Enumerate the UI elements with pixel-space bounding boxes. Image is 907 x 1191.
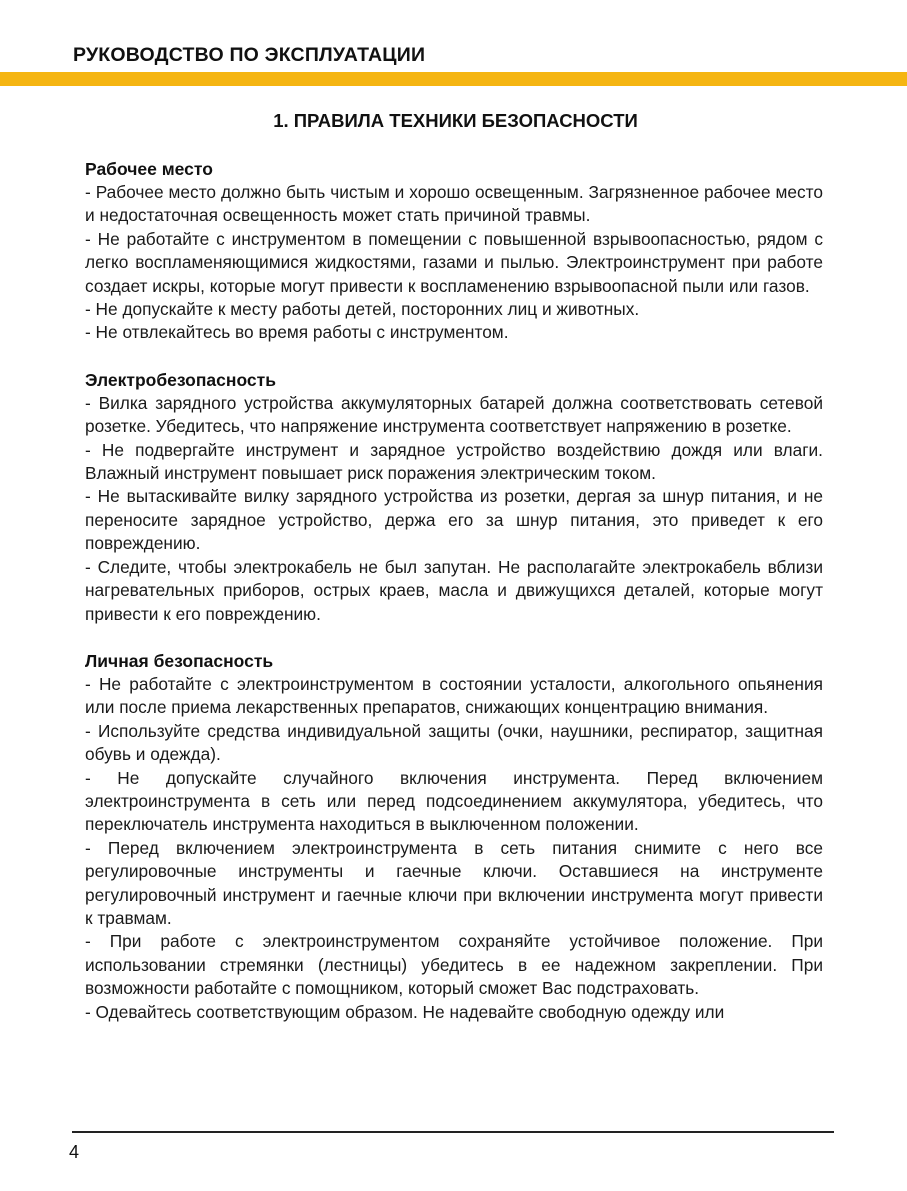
paragraph: - Вилка зарядного устройства аккумуляторных батарей должна соответствовать сетевой розетке. Убедитесь, что напряжение инструмента соответствует напряжению в розетке. [85, 392, 823, 437]
paragraph: - Используйте средства индивидуальной защиты (очки, наушники, респиратор, защитная обувь и одежда). [85, 720, 823, 765]
paragraph: - Не вытаскивайте вилку зарядного устройства из розетки, дергая за шнур питания, и не переносите зарядное устройство, держа его за шнур питания, это приведет к его повреждению. [85, 486, 823, 554]
paragraph: - Перед включением электроинструмента в сеть питания снимите с него все регулировочные инструменты и гаечные ключи. Оставшиеся на инструменте регулировочный инструмент и гаечные ключи при включении инструмента могут привести к травмам. [85, 837, 823, 928]
paragraph: - Следите, чтобы электрокабель не был запутан. Не располагайте электрокабель вблизи нагревательных приборов, острых краев, масла и движущихся деталей, которые могут привести к его повреждению. [85, 556, 823, 624]
section-block-personal-safety [85, 650, 823, 1024]
paragraph: - Не отвлекайтесь во время работы с инструментом. [85, 322, 509, 343]
paragraph: - Не работайте с электроинструментом в состоянии усталости, алкогольного опьянения или после приема лекарственных препаратов, снижающих концентрацию внимания. [85, 673, 823, 718]
paragraph: - Не допускайте к месту работы детей, посторонних лиц и животных. [85, 299, 640, 320]
header-accent-bar [0, 72, 907, 86]
document-body [85, 158, 823, 1048]
document-header-title: РУКОВОДСТВО ПО ЭКСПЛУАТАЦИИ [73, 44, 426, 66]
paragraph: - Не допускайте случайного включения инструмента. Перед включением электроинструмента в сеть или перед подсоединением аккумулятора, убедитесь, что переключатель инструмента находиться в выключенном положении. [85, 767, 823, 835]
page-number: 4 [69, 1142, 80, 1162]
section-block-electrical-safety [85, 369, 823, 626]
paragraph: - Одевайтесь соответствующим образом. Не надевайте свободную одежду или [85, 1001, 725, 1022]
paragraph: - Рабочее место должно быть чистым и хорошо освещенным. Загрязненное рабочее место и недостаточная освещенность может стать причиной травмы. [85, 182, 823, 226]
subsection-heading: Электробезопасность [85, 369, 276, 390]
subsection-heading: Рабочее место [85, 159, 213, 179]
section-block-workplace [85, 158, 823, 345]
subsection-heading: Личная безопасность [85, 650, 274, 671]
footer-divider [72, 1131, 834, 1133]
section-title: 1. ПРАВИЛА ТЕХНИКИ БЕЗОПАСНОСТИ [273, 110, 638, 131]
paragraph: - Не работайте с инструментом в помещении с повышенной взрывоопасностью, рядом с легко воспламеняющимися жидкостями, газами и пылью. Электроинструмент при работе создает искры, которые могут привести к воспламенению взрывоопасной пыли или газов. [85, 228, 823, 296]
paragraph: - Не подвергайте инструмент и зарядное устройство воздействию дождя или влаги. Влажный инструмент повышает риск поражения электрическим током. [85, 439, 823, 484]
paragraph: - При работе с электроинструментом сохраняйте устойчивое положение. При использовании стремянки (лестницы) убедитесь в ее надежном закреплении. При возможности работайте с помощником, который сможет Вас подстраховать. [85, 931, 823, 999]
